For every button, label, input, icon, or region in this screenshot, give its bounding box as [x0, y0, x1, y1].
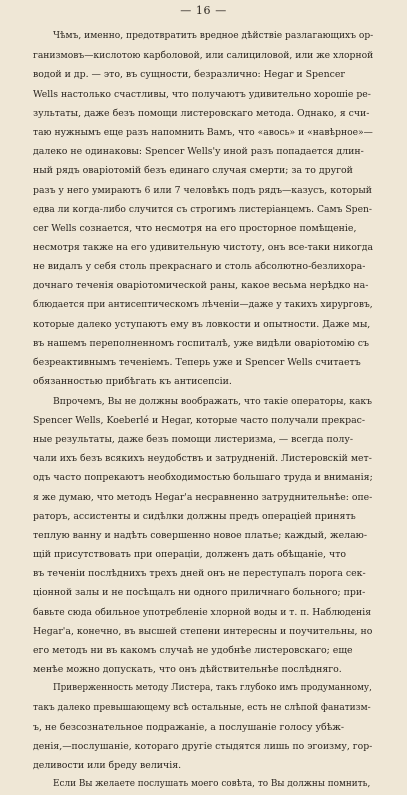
- text-line: такъ далеко превышающему всѣ остальные, есть не слѣпой фанатизм-: [33, 702, 371, 713]
- text-line: Чѣмъ, именно, предотвратить вредное дѣйствіе разлагающихъ ор-: [53, 31, 373, 41]
- text-line: далеко не одинаковы: Spencer Wells'y иной разъ попадается длин-: [33, 146, 364, 158]
- text-line: зультаты, даже безъ помощи листеровскаго метода. Однако, я счи-: [33, 107, 370, 119]
- text-line: дочнаго теченія оваріотомической раны, какое весьма нерѣдко на-: [33, 280, 369, 292]
- text-line: таю нужнымъ еще разъ напомнить Вамъ, что «авось» и «навѣрное»—: [33, 126, 373, 138]
- text-line: денія,—послушаніе, котораго другіе стыдятся лишь по эгоизму, гор-: [33, 740, 373, 752]
- text-line: Приверженность методу Листера, такъ глубоко имъ продуманному,: [53, 683, 372, 694]
- text-line: щій присутствовать при операціи, долженъ дать обѣщаніе, что: [33, 549, 347, 561]
- text-line: ный рядъ оваріотомій безъ единаго случая смерти; за то другой: [33, 165, 353, 177]
- text-line: ъ, не безсознательное подражаніе, а послушаніе голосу убѣж-: [33, 721, 345, 733]
- text-line: обязанностью прибѣгать къ антисепсіи.: [33, 376, 232, 388]
- text-line: разъ у него умираютъ 6 или 7 человѣкъ подъ рядъ—казусъ, который: [33, 184, 372, 196]
- text-line: которые далеко уступаютъ ему въ ловкости и опытности. Даже мы,: [33, 318, 371, 330]
- text-line: водой и др. — это, въ сущности, безразлично: Hegar и Spencer: [33, 69, 345, 81]
- text-line: едва ли когда-либо случится съ строгимъ листеріанцемъ. Самъ Spen-: [33, 203, 373, 215]
- text-line: несмотря также на его удивительную чистоту, онъ все-таки никогда: [33, 242, 373, 254]
- text-line: въ теченіи послѣднихъ трехъ дней онъ не переступалъ порога сек-: [33, 568, 366, 580]
- text-line: ганизмовъ—кислотою карболовой, или салициловой, или же хлорной: [33, 50, 373, 62]
- text-line: чали ихъ безъ всякихъ неудобствъ и затрудненій. Листеровскій мет-: [33, 453, 372, 465]
- text-line: Если Вы желаете послушать моего совѣта, то Вы должны помнить,: [53, 779, 371, 790]
- text-line: я же думаю, что методъ Hegar'а несравненно затруднительнѣе: опе-: [33, 491, 373, 503]
- text-line: теплую ванну и надѣть совершенно новое платье; каждый, желаю-: [33, 529, 368, 541]
- text-line: cer Wells сознается, что несмотря на его просторное помѣщеніе,: [33, 222, 357, 234]
- text-line: ные результаты, даже безъ помощи листеризма, — всегда полу-: [33, 433, 354, 445]
- text-line: ціонной залы и не посѣщалъ ни одного приличнаго больного; при-: [33, 587, 366, 599]
- text-line: его методъ ни въ какомъ случаѣ не удобнѣе листеровскаго; еще: [33, 645, 353, 656]
- text-line: раторъ, ассистенты и сидѣлки должны предъ операціей принять: [33, 510, 356, 522]
- text-line: Spencer Wells, Koeberlé и Hegar, которые часто получали прекрас-: [33, 414, 366, 426]
- text-line: Впрочемъ, Вы не должны воображать, что такіе операторы, какъ: [53, 395, 373, 407]
- text-line: Hegar'а, конечно, въ высшей степени интересны и поучительны, но: [33, 625, 373, 637]
- text-line: Wells настолько счастливы, что получаютъ удивительно хорошіе ре-: [33, 88, 371, 100]
- text-line: менѣе можно допускать, что онъ дѣйствительнѣе послѣдняго.: [33, 664, 342, 676]
- body-text: [33, 27, 373, 795]
- text-line: въ нашемъ переполненномъ госпиталѣ, уже видѣли оваріотомію съ: [33, 338, 370, 349]
- text-line: деливости или бреду величія.: [33, 760, 182, 772]
- page-number: — 16 —: [180, 4, 227, 17]
- text-line: бавьте сюда обильное употребленіе хлорной воды и т. п. Наблюденія: [33, 606, 372, 618]
- text-line: безреактивнымъ теченіемъ. Теперь уже и Spencer Wells считаетъ: [33, 357, 361, 369]
- text-line: одъ часто попрекаютъ необходимостью большаго труда и вниманія;: [33, 472, 373, 484]
- text-line: блюдается при антисептическомъ лѣченіи—даже у такихъ хирурговъ,: [33, 299, 373, 310]
- text-line: не видалъ у себя столь прекраснаго и столь абсолютно-безлихора-: [33, 261, 366, 273]
